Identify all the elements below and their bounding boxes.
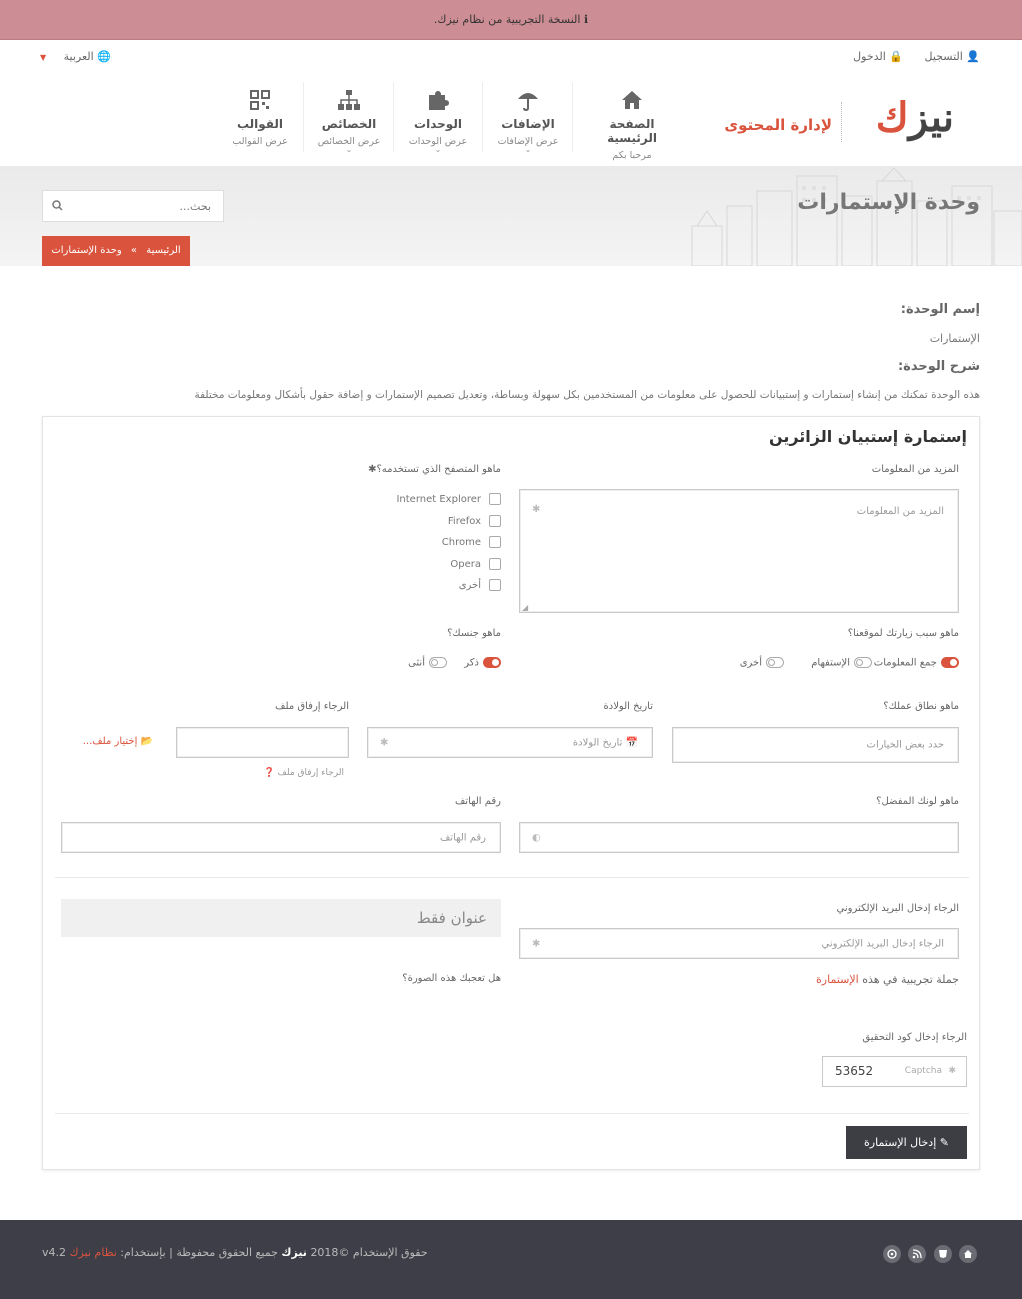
toggle-collect-info[interactable]: جمع المعلومات <box>874 657 959 669</box>
breadcrumb <box>42 236 190 266</box>
captcha-input[interactable]: Captcha <box>904 1066 942 1076</box>
divider <box>55 1113 969 1114</box>
more-info-textarea[interactable]: المزيد من المعلومات ✱ ◢ <box>519 489 959 613</box>
captcha-box <box>822 1056 967 1087</box>
phone-label: رقم الهاتف <box>454 796 501 807</box>
email-label: الرجاء إدخال البريد الإلكتروني <box>836 903 959 914</box>
sitemap-icon <box>305 86 393 114</box>
compass-icon[interactable] <box>883 1245 901 1263</box>
breadcrumb-current: وحدة الإستمارات <box>51 245 122 256</box>
qrcode-icon <box>216 86 304 114</box>
resize-handle-icon[interactable]: ◢ <box>522 603 529 612</box>
color-wheel-icon: ◐ <box>532 832 541 843</box>
work-scope-label: ماهو نطاق عملك؟ <box>883 701 959 712</box>
nav-modules[interactable]: الوحدات عرض الوحدات ⌄ <box>394 72 482 166</box>
color-picker-input[interactable] <box>519 822 959 853</box>
divider <box>55 877 969 878</box>
toggle-inquiry[interactable]: الإستفهام <box>811 657 872 669</box>
choose-file-button[interactable]: 📂 إختيار ملف... <box>82 736 153 747</box>
toggle-female[interactable]: أنثى <box>408 657 447 669</box>
trial-banner <box>0 0 1022 40</box>
captcha-code: 53652 <box>835 1064 874 1078</box>
submit-form-button[interactable]: ✎ إدخال الإستمارة <box>846 1126 967 1159</box>
module-name-value: الإستمارات <box>929 332 980 345</box>
birth-date-input[interactable]: 📅 تاريخ الولادة ✱ <box>367 727 653 758</box>
page-title: وحدة الإستمارات <box>797 190 980 215</box>
city-skyline-decoration <box>682 166 1022 266</box>
nav-home[interactable]: الصفحة الرئيسية مرحبا بكم <box>588 72 676 166</box>
language-selector[interactable]: 🌐 العربية ▼ <box>40 50 111 63</box>
file-path-input[interactable] <box>176 727 349 758</box>
lock-icon: 🔒 <box>889 50 903 63</box>
caret-down-icon: ▼ <box>40 53 47 62</box>
phone-input[interactable]: رقم الهاتف <box>61 822 501 853</box>
breadcrumb-home[interactable]: الرئيسية <box>146 245 181 256</box>
calendar-icon: 📅 <box>625 737 638 748</box>
search-icon[interactable] <box>52 200 63 211</box>
umbrella-icon <box>484 86 572 114</box>
home-icon <box>588 86 676 114</box>
chevron-down-icon: ⌄ <box>434 145 442 154</box>
file-label: الرجاء إرفاق ملف <box>275 701 349 712</box>
search-box <box>42 190 224 222</box>
checkbox-chrome[interactable]: Chrome <box>442 536 501 548</box>
footer-home-icon[interactable] <box>959 1245 977 1263</box>
visit-reason-label: ماهو سبب زيارتك لموقعنا؟ <box>847 628 959 639</box>
title-only-heading: عنوان فقط <box>61 899 501 937</box>
globe-icon: 🌐 <box>97 50 111 63</box>
form-title: إستمارة إستبيان الزائرين <box>768 427 967 446</box>
required-icon: ✱ <box>380 737 389 748</box>
search-input[interactable] <box>71 191 221 221</box>
checkbox-other[interactable]: أخرى <box>459 579 501 591</box>
checkbox-firefox[interactable]: Firefox <box>448 515 501 527</box>
question-circle-icon: ❓ <box>263 768 275 778</box>
html5-icon[interactable] <box>934 1245 952 1263</box>
survey-form <box>42 416 980 1170</box>
top-bar <box>0 41 1022 71</box>
rss-icon[interactable] <box>908 1245 926 1263</box>
module-desc-label: شرح الوحدة: <box>897 359 980 374</box>
nav-plugins[interactable]: الإضافات عرض الإضافات ⌄ <box>484 72 572 166</box>
browser-label: ماهو المتصفح الذي تستخدمه؟✱ <box>368 464 501 475</box>
required-icon: ✱ <box>532 938 541 949</box>
required-icon: ✱ <box>532 504 541 515</box>
toggle-visit-other[interactable]: أخرى <box>740 657 784 669</box>
register-link[interactable]: 👤 التسجيل <box>924 50 980 63</box>
pencil-icon: ✎ <box>939 1136 949 1149</box>
chevron-down-icon: ⌄ <box>345 145 353 154</box>
checkbox-opera[interactable]: Opera <box>450 558 501 570</box>
copyright-text: حقوق الإستخدام ©2018 نيزك جميع الحقوق محفوظة | بإستخدام: نظام نيزك v4.2 <box>42 1246 428 1259</box>
info-icon: ℹ <box>583 13 589 26</box>
file-help-text: الرجاء إرفاق ملف ❓ <box>263 768 344 778</box>
page-header <box>0 166 1022 266</box>
module-desc-value: هذه الوحدة تمكنك من إنشاء إستمارات و إستبيانات للحصول على معلومات من المستخدمين بكل سهولة وبساطة، وتعديل تصميم الإستمارات و إضافة حقول بأشكال ومعلومات مختلفة <box>194 389 980 401</box>
nav-features[interactable]: الخصائص عرض الخصائص ⌄ <box>305 72 393 166</box>
banner-text: النسخة التجريبية من نظام نيزك. <box>433 13 581 26</box>
sample-sentence: جملة تجريبية في هذه الإستمارة <box>816 973 959 986</box>
site-logo[interactable]: نيزك لإدارة المحتوى <box>724 94 954 141</box>
login-link[interactable]: 🔒 الدخول <box>853 50 903 63</box>
email-input[interactable]: الرجاء إدخال البريد الإلكتروني ✱ <box>519 928 959 959</box>
work-scope-select[interactable]: حدد بعض الخيارات <box>672 727 959 763</box>
user-icon: 👤 <box>966 50 980 63</box>
captcha-label: الرجاء إدخال كود التحقيق <box>862 1032 967 1043</box>
breadcrumb-separator: » <box>130 245 138 256</box>
image-question-label: هل تعجبك هذه الصورة؟ <box>402 973 501 984</box>
checkbox-ie[interactable]: Internet Explorer <box>396 493 501 505</box>
nav-templates[interactable]: القوالب عرض القوالب <box>216 72 304 166</box>
gender-label: ماهو جنسك؟ <box>447 628 501 639</box>
toggle-male[interactable]: ذكر <box>464 657 501 669</box>
module-name-label: إسم الوحدة: <box>900 302 980 317</box>
puzzle-icon <box>394 86 482 114</box>
more-info-label: المزيد من المعلومات <box>871 464 959 475</box>
chevron-down-icon: ⌄ <box>524 145 532 154</box>
folder-open-icon: 📂 <box>140 736 153 747</box>
favorite-color-label: ماهو لونك المفضل؟ <box>876 796 959 807</box>
system-link[interactable]: نظام نيزك <box>69 1246 117 1259</box>
header <box>0 72 1022 166</box>
birth-date-label: تاريخ الولادة <box>603 701 653 712</box>
required-icon: ✱ <box>948 1066 956 1076</box>
footer <box>0 1220 1022 1299</box>
sample-link[interactable]: الإستمارة <box>816 973 859 986</box>
